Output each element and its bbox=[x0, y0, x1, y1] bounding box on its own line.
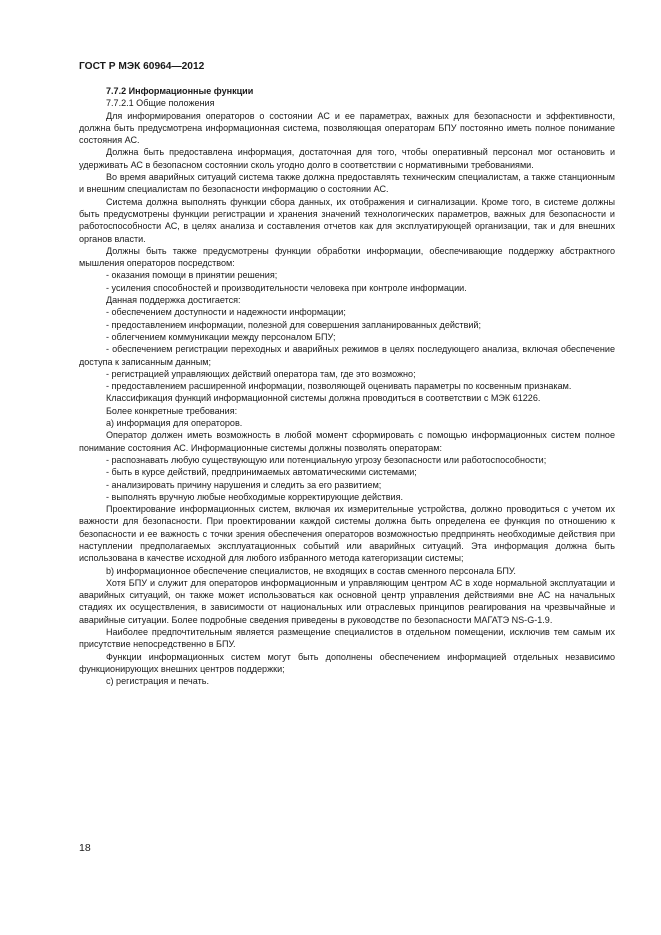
section-heading: 7.7.2 Информационные функции bbox=[106, 86, 254, 96]
paragraph: Проектирование информационных систем, включая их измерительные устройства, должно проводиться с учетом их важности для безопасности. При проектировании каждой системы должна быть определена ее функция по отношению к безопасности и ее важность с точки зрения обеспечения операторов возможностью предпринять необходимые действия при наступлении предполагаемых эксплуатационных событий или аварийных ситуаций. Эта информация должна быть использована в качестве исходной для любого избранного метода категоризации системы; bbox=[79, 504, 615, 564]
paragraph: Классификация функций информационной системы должна проводиться в соответствии с МЭК 61226. bbox=[106, 393, 541, 404]
paragraph: - анализировать причину нарушения и следить за его развитием; bbox=[106, 479, 382, 490]
main-content bbox=[79, 85, 615, 688]
paragraph: - распознавать любую существующую или потенциальную угрозу безопасности или работоспособности; bbox=[106, 454, 547, 465]
paragraph: Данная поддержка достигается: bbox=[106, 295, 241, 306]
subsection-heading: 7.7.2.1 Общие положения bbox=[106, 98, 215, 109]
paragraph: Должна быть предоставлена информация, достаточная для того, чтобы оперативный персонал мог остановить и удерживать АС в безопасном состоянии сколь угодно долго в соответствии с нормативными требованиями. bbox=[79, 147, 615, 170]
paragraph: Хотя БПУ и служит для операторов информационным и управляющим центром АС в ходе нормальной эксплуатации и аварийных ситуаций, он также может использоваться как основной центр управления действиями вне АС на начальных стадиях их осуществления, в зависимости от национальных или отраслевых принципов реагирования на чрезвычайные и аварийные ситуации. Более подробные сведения приведены в руководстве по безопасности МАГАТЭ NS-G-1.9. bbox=[79, 577, 615, 625]
paragraph: с) регистрация и печать. bbox=[106, 676, 209, 687]
paragraph: - выполнять вручную любые необходимые корректирующие действия. bbox=[106, 491, 404, 502]
paragraph: - предоставлением расширенной информации, позволяющей оценивать параметры по косвенным признакам. bbox=[106, 381, 572, 392]
paragraph: Для информирования операторов о состоянии АС и ее параметрах, важных для безопасности и эффективности, должна быть предусмотрена информационная система, позволяющая операторам БПУ постоянно иметь полное понимание состояния АС. bbox=[79, 110, 615, 146]
paragraph: - обеспечением регистрации переходных и аварийных режимов в целях последующего анализа, включая обеспечение доступа к записанным данным; bbox=[79, 344, 615, 367]
paragraph: - предоставлением информации, полезной для совершения запланированных действий; bbox=[106, 319, 481, 330]
paragraph: Система должна выполнять функции сбора данных, их отображения и сигнализации. Кроме того, в системе должны быть предусмотрены функции регистрации и хранения значений технологических параметров, важных для безопасности и работоспособности АС, в целях анализа и составления отчетов как для эксплуатирующей организации, так и для внешних органов власти. bbox=[79, 196, 615, 244]
paragraph: - регистрацией управляющих действий оператора там, где это возможно; bbox=[106, 368, 416, 379]
paragraph: Более конкретные требования: bbox=[106, 405, 238, 416]
paragraph: - оказания помощи в принятии решения; bbox=[106, 270, 278, 281]
paragraph: - обеспечением доступности и надежности информации; bbox=[106, 307, 346, 318]
paragraph: - облегчением коммуникации между персоналом БПУ; bbox=[106, 331, 336, 342]
paragraph: Оператор должен иметь возможность в любой момент сформировать с помощью информационных систем полное понимание состояния АС. Информационные системы должны позволять операторам: bbox=[79, 430, 615, 453]
standard-designation: ГОСТ Р МЭК 60964—2012 bbox=[79, 61, 205, 72]
paragraph: Наиболее предпочтительным является размещение специалистов в отдельном помещении, исключив тем самым их присутствие непосредственно в БПУ. bbox=[79, 627, 615, 650]
paragraph: b) информационное обеспечение специалистов, не входящих в состав сменного персонала БПУ. bbox=[106, 565, 516, 576]
paragraph: - усиления способностей и производительности человека при контроле информации. bbox=[106, 282, 467, 293]
paragraph: Должны быть также предусмотрены функции обработки информации, обеспечивающие поддержку абстрактного мышления операторов посредством: bbox=[79, 245, 615, 269]
paragraph: - быть в курсе действий, предпринимаемых автоматическими системами; bbox=[106, 467, 417, 478]
paragraph: а) информация для операторов. bbox=[106, 418, 243, 429]
paragraph-list bbox=[79, 110, 615, 688]
page-number: 18 bbox=[79, 842, 91, 854]
paragraph: Функции информационных систем могут быть дополнены обеспечением информацией отдельных независимо функционирующих внешних центров поддержки; bbox=[79, 651, 615, 674]
paragraph: Во время аварийных ситуаций система также должна предоставлять техническим специалистам, а также станционным и внешним специалистам по безопасности информацию о состоянии АС. bbox=[79, 172, 615, 195]
